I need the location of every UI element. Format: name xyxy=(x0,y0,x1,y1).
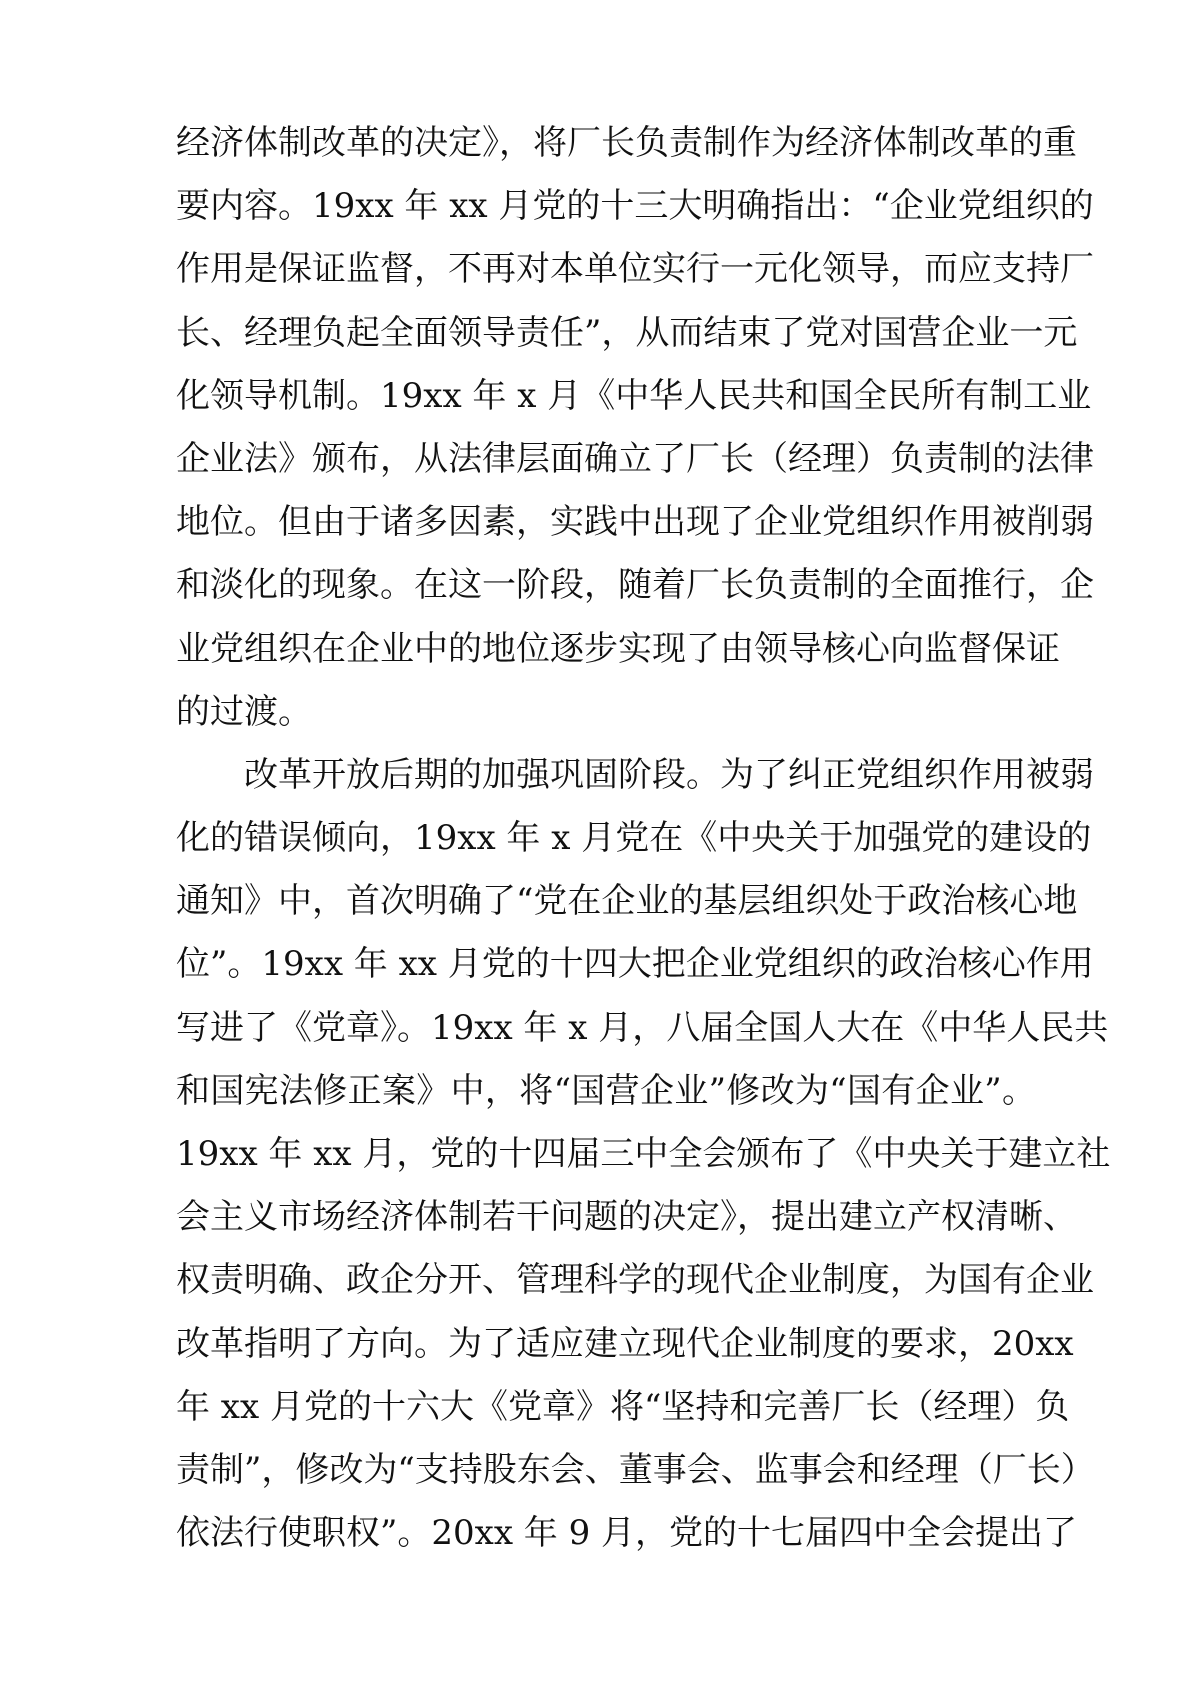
text-line: 会主义市场经济体制若干问题的决定》，提出建立产权清晰、 xyxy=(176,1197,1077,1238)
document-body xyxy=(176,112,1111,1565)
paragraph-1 xyxy=(176,112,1094,744)
text-line: 通知》中，首次明确了“党在企业的基层组织处于政治核心地 xyxy=(176,881,1078,922)
paragraph-2 xyxy=(176,744,1111,1565)
text-line: 责制”，修改为“支持股东会、董事会、监事会和经理（厂长） xyxy=(176,1449,1095,1490)
text-line: 年 xx 月党的十六大《党章》将“坚持和完善厂长（经理）负 xyxy=(176,1386,1070,1427)
text-line: 写进了《党章》。19xx 年 x 月，八届全国人大在《中华人民共 xyxy=(176,1007,1109,1048)
text-line: 依法行使职权”。20xx 年 9 月，党的十七届四中全会提出了 xyxy=(176,1513,1078,1554)
text-line: 改革指明了方向。为了适应建立现代企业制度的要求，20xx xyxy=(176,1323,1074,1364)
text-line: 化的错误倾向，19xx 年 x 月党在《中央关于加强党的建设的 xyxy=(176,818,1092,859)
text-line: 化领导机制。19xx 年 x 月《中华人民共和国全民所有制工业 xyxy=(176,375,1092,416)
text-line: 要内容。19xx 年 xx 月党的十三大明确指出：“企业党组织的 xyxy=(176,186,1094,227)
text-line: 权责明确、政企分开、管理科学的现代企业制度，为国有企业 xyxy=(176,1260,1094,1301)
text-line: 位”。19xx 年 xx 月党的十四大把企业党组织的政治核心作用 xyxy=(176,944,1094,985)
text-line: 的过渡。 xyxy=(176,691,312,732)
text-line: 和淡化的现象。在这一阶段，随着厂长负责制的全面推行，企 xyxy=(176,565,1094,606)
text-line: 改革开放后期的加强巩固阶段。为了纠正党组织作用被弱 xyxy=(244,754,1094,795)
text-line: 长、经理负起全面领导责任”，从而结束了党对国营企业一元 xyxy=(176,312,1078,353)
text-line: 企业法》颁布，从法律层面确立了厂长（经理）负责制的法律 xyxy=(176,438,1094,479)
text-line: 地位。但由于诸多因素，实践中出现了企业党组织作用被削弱 xyxy=(176,502,1094,543)
text-line: 经济体制改革的决定》，将厂长负责制作为经济体制改革的重 xyxy=(176,123,1077,163)
text-line: 和国宪法修正案》中，将“国营企业”修改为“国有企业”。 xyxy=(176,1070,1036,1111)
text-line: 19xx 年 xx 月，党的十四届三中全会颁布了《中央关于建立社 xyxy=(176,1134,1111,1174)
text-line: 作用是保证监督，不再对本单位实行一元化领导，而应支持厂 xyxy=(176,249,1094,290)
text-line: 业党组织在企业中的地位逐步实现了由领导核心向监督保证 xyxy=(176,628,1060,669)
